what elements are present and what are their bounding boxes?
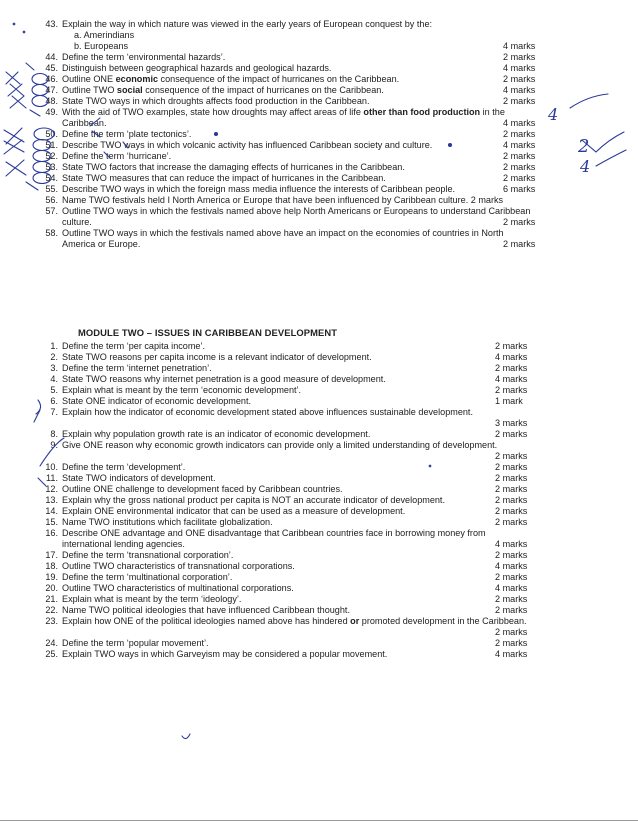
marks-label: 4 marks: [503, 85, 536, 95]
marks-label: 1 mark: [495, 396, 523, 406]
question-text: State TWO indicators of development.: [62, 473, 216, 483]
question-54: [34, 173, 574, 184]
question-number: 12.: [45, 484, 58, 494]
question-number: 3.: [50, 363, 58, 373]
question-text: Define the term ‘environmental hazards’.: [62, 52, 226, 62]
question-44: [34, 52, 574, 63]
question-number: 57.: [45, 206, 58, 216]
question-57: [34, 206, 574, 217]
question-1: [34, 341, 574, 352]
question-text: a. Amerindians: [74, 30, 135, 40]
question-number: 24.: [45, 638, 58, 648]
question-text: State TWO measures that can reduce the impact of hurricanes in the Caribbean.: [62, 173, 386, 183]
pen-tick: [570, 94, 608, 108]
question-text: Outline TWO ways in which the festivals named above have an impact on the economies of countries in North: [62, 228, 504, 238]
question-10: [34, 462, 574, 473]
question-57-cont: [34, 217, 574, 228]
marks-label: 4 marks: [495, 561, 528, 571]
question-text: Distinguish between geographical hazards and geological hazards.: [62, 63, 332, 73]
question-number: 52.: [45, 151, 58, 161]
marks-label: 2 marks: [495, 638, 528, 648]
question-text-pre: Explain how ONE of the political ideologies named above has hindered: [62, 616, 351, 626]
question-15: [34, 517, 574, 528]
question-56: [34, 195, 574, 206]
question-text-pre: With the aid of TWO examples, state how droughts may affect areas of life: [62, 107, 364, 117]
pen-dot: [23, 31, 25, 33]
marks-label: 2 marks: [503, 96, 536, 106]
question-number: 53.: [45, 162, 58, 172]
pen-cross: [6, 160, 26, 176]
question-number: 19.: [45, 572, 58, 582]
question-55: [34, 184, 574, 195]
question-50: [34, 129, 574, 140]
question-53: [34, 162, 574, 173]
marks-label: 2 marks: [495, 363, 528, 373]
question-text-pre: Outline TWO: [62, 85, 117, 95]
question-21: [34, 594, 574, 605]
question-number: 46.: [45, 74, 58, 84]
question-58: [34, 228, 574, 239]
question-number: 10.: [45, 462, 58, 472]
question-number: 51.: [45, 140, 58, 150]
question-number: 45.: [45, 63, 58, 73]
question-47: [34, 85, 574, 96]
question-text: Name TWO political ideologies that have influenced Caribbean thought.: [62, 605, 350, 615]
question-14: [34, 506, 574, 517]
question-text: Caribbean.: [62, 118, 107, 128]
question-24: [34, 638, 574, 649]
question-text: America or Europe.: [62, 239, 141, 249]
question-16: [34, 528, 574, 539]
question-9: [34, 440, 574, 451]
marks-label: 2 marks: [495, 462, 528, 472]
question-text-post: promoted development in the Caribbean.: [359, 616, 527, 626]
question-number: 1.: [50, 341, 58, 351]
question-text: Explain the way in which nature was viewed in the early years of European conquest by the:: [62, 19, 433, 29]
question-number: 55.: [45, 184, 58, 194]
marks-label: 2 marks: [495, 495, 528, 505]
question-number: 9.: [50, 440, 58, 450]
question-text-bold: economic: [115, 74, 159, 84]
question-7: [34, 407, 574, 418]
question-number: 5.: [50, 385, 58, 395]
marks-label: 4 marks: [495, 352, 528, 362]
question-43a: [34, 30, 574, 41]
question-text: Explain how the indicator of economic development stated above influences sustainable development.: [62, 407, 473, 417]
marks-label: 4 marks: [503, 140, 536, 150]
marks-label: 2 marks: [495, 627, 528, 637]
question-number: 25.: [45, 649, 58, 659]
question-number: 56.: [45, 195, 58, 205]
question-number: 44.: [45, 52, 58, 62]
marks-label: 4 marks: [495, 583, 528, 593]
question-text: Outline TWO characteristics of transnational corporations.: [62, 561, 295, 571]
question-number: 48.: [45, 96, 58, 106]
question-52: [34, 151, 574, 162]
question-51: [34, 140, 574, 151]
question-text: Explain what is meant by the term ‘ideology’.: [62, 594, 242, 604]
question-number: 8.: [50, 429, 58, 439]
question-23: [34, 616, 574, 627]
question-text: culture.: [62, 217, 92, 227]
marks-label: 2 marks: [495, 550, 528, 560]
pen-cross: [4, 128, 24, 144]
question-text: Define the term ‘development’.: [62, 462, 186, 472]
marks-label: 2 marks: [495, 484, 528, 494]
question-number: 11.: [46, 473, 58, 483]
question-text: Explain ONE environmental indicator that can be used as a measure of development.: [62, 506, 406, 516]
question-16-cont: [34, 539, 574, 550]
question-48: [34, 96, 574, 107]
question-number: 58.: [45, 228, 58, 238]
question-45: [34, 63, 574, 74]
handwritten-score: 2: [578, 136, 590, 157]
question-46: [34, 74, 574, 85]
marks-label: 2 marks: [495, 473, 528, 483]
question-number: 18.: [45, 561, 58, 571]
question-text-post: consequence of the impact of hurricanes on the Caribbean.: [158, 74, 400, 84]
pen-dot: [13, 23, 15, 25]
question-20: [34, 583, 574, 594]
question-text: State TWO ways in which droughts affects food production in the Caribbean.: [62, 96, 370, 106]
pen-cross: [4, 140, 24, 154]
marks-label: 2 marks: [503, 239, 536, 249]
handwritten-score: 4: [580, 157, 591, 176]
module-heading: MODULE TWO – ISSUES IN CARIBBEAN DEVELOPMENT: [78, 327, 338, 338]
question-number: 16.: [45, 528, 58, 538]
question-text-bold: or: [350, 616, 360, 626]
question-number: 43.: [45, 19, 58, 29]
pen-tick: [596, 150, 626, 166]
question-2: [34, 352, 574, 363]
question-number: 54.: [45, 173, 58, 183]
question-text: State TWO factors that increase the damaging effects of hurricanes in the Caribbean.: [62, 162, 405, 172]
question-text: State TWO reasons why internet penetration is a good measure of development.: [62, 374, 386, 384]
marks-label: 2 marks: [503, 74, 536, 84]
question-49: [34, 107, 574, 118]
marks-label: 4 marks: [495, 539, 528, 549]
question-number: 13.: [45, 495, 58, 505]
question-text: Describe ONE advantage and ONE disadvantage that Caribbean countries face in borrowing money from: [62, 528, 486, 538]
pen-strike: [26, 63, 34, 70]
question-number: 4.: [50, 374, 58, 384]
question-number: 20.: [45, 583, 58, 593]
marks-label: 2 marks: [495, 341, 528, 351]
question-13: [34, 495, 574, 506]
pen-tick: [582, 132, 624, 152]
question-text: Name TWO institutions which facilitate globalization.: [62, 517, 273, 527]
question-number: 47.: [45, 85, 58, 95]
question-11: [34, 473, 574, 484]
question-12: [34, 484, 574, 495]
question-text: Describe TWO ways in which the foreign mass media influence the interests of Caribbean people.: [62, 184, 456, 194]
question-6: [34, 396, 574, 407]
question-18: [34, 561, 574, 572]
question-number: 6.: [50, 396, 58, 406]
marks-label: 2 marks: [495, 605, 528, 615]
question-text: Define the term ‘per capita income’.: [62, 341, 206, 351]
question-text-pre: Outline ONE: [62, 74, 116, 84]
marks-label: 2 marks: [503, 129, 536, 139]
pen-tick: [182, 734, 190, 739]
question-text: Outline TWO ways in which the festivals named above help North Americans or Europeans to understand Caribbean: [62, 206, 531, 216]
question-text: Name TWO festivals held I North America or Europe that have been influenced by Caribbean culture. 2 marks: [62, 195, 504, 205]
question-text: State ONE indicator of economic development.: [62, 396, 252, 406]
pen-cross: [6, 72, 20, 84]
question-number: 21.: [45, 594, 58, 604]
question-number: 15.: [45, 517, 58, 527]
marks-label: 2 marks: [503, 173, 536, 183]
handwritten-score: 4: [548, 105, 559, 124]
question-text: Define the term ‘hurricane’.: [62, 151, 172, 161]
marks-label: 2 marks: [503, 52, 536, 62]
question-text: Outline TWO characteristics of multinational corporations.: [62, 583, 294, 593]
marks-label: 4 marks: [495, 649, 528, 659]
question-text: Define the term ‘internet penetration’.: [62, 363, 212, 373]
question-text: Define the term ‘plate tectonics’.: [62, 129, 192, 139]
question-text: Explain what is meant by the term ‘economic development’.: [62, 385, 302, 395]
question-17: [34, 550, 574, 561]
page-border-line: [0, 820, 638, 821]
question-4: [34, 374, 574, 385]
question-text: Explain why the gross national product per capita is NOT an accurate indicator of development.: [62, 495, 445, 505]
question-text-bold: other than food production: [363, 107, 481, 117]
marks-label: 6 marks: [503, 184, 536, 194]
question-5: [34, 385, 574, 396]
question-text: international lending agencies.: [62, 539, 185, 549]
question-number: 2.: [50, 352, 58, 362]
question-text: Describe TWO ways in which volcanic activity has influenced Caribbean society and culture.: [62, 140, 433, 150]
question-number: 14.: [45, 506, 58, 516]
question-text: Define the term ‘transnational corporation’.: [62, 550, 234, 560]
question-number: 17.: [45, 550, 58, 560]
question-text: State TWO reasons per capita income is a relevant indicator of development.: [62, 352, 372, 362]
question-3: [34, 363, 574, 374]
marks-label: 4 marks: [503, 41, 536, 51]
marks-label: 4 marks: [503, 118, 536, 128]
question-49-cont: [34, 118, 574, 129]
marks-label: 2 marks: [495, 385, 528, 395]
marks-label: 4 marks: [495, 374, 528, 384]
question-number: 22.: [45, 605, 58, 615]
question-text-post: in the: [480, 107, 505, 117]
question-text: b. Europeans: [74, 41, 129, 51]
question-58-cont: [34, 239, 574, 250]
question-text: Give ONE reason why economic growth indicators can provide only a limited understanding of development.: [62, 440, 498, 450]
marks-label: 2 marks: [495, 572, 528, 582]
question-number: 7.: [50, 407, 58, 417]
question-number: 49.: [45, 107, 58, 117]
marks-label: 2 marks: [495, 594, 528, 604]
marks-label: 3 marks: [495, 418, 528, 428]
pen-cross: [10, 96, 26, 108]
question-43: [34, 19, 574, 30]
question-text: Outline ONE challenge to development faced by Caribbean countries.: [62, 484, 343, 494]
question-19: [34, 572, 574, 583]
question-text: Define the term ‘multinational corporation’.: [62, 572, 233, 582]
question-8: [34, 429, 574, 440]
marks-label: 2 marks: [503, 162, 536, 172]
marks-label: 4 marks: [503, 63, 536, 73]
question-text: Explain TWO ways in which Garveyism may be considered a popular movement.: [62, 649, 388, 659]
pen-cross: [8, 84, 24, 96]
question-43b: [34, 41, 574, 52]
question-25: [34, 649, 574, 660]
marks-label: 2 marks: [503, 217, 536, 227]
question-text-bold: social: [116, 85, 143, 95]
marks-label: 2 marks: [503, 151, 536, 161]
question-22: [34, 605, 574, 616]
marks-label: 2 marks: [495, 506, 528, 516]
question-number: 23.: [45, 616, 58, 626]
question-text-post: consequence of the impact of hurricanes on the Caribbean.: [142, 85, 384, 95]
marks-label: 2 marks: [495, 451, 528, 461]
question-text: Explain why population growth rate is an indicator of economic development.: [62, 429, 371, 439]
question-text: Define the term ‘popular movement’.: [62, 638, 209, 648]
question-number: 50.: [45, 129, 58, 139]
marks-label: 2 marks: [495, 429, 528, 439]
marks-label: 2 marks: [495, 517, 528, 527]
